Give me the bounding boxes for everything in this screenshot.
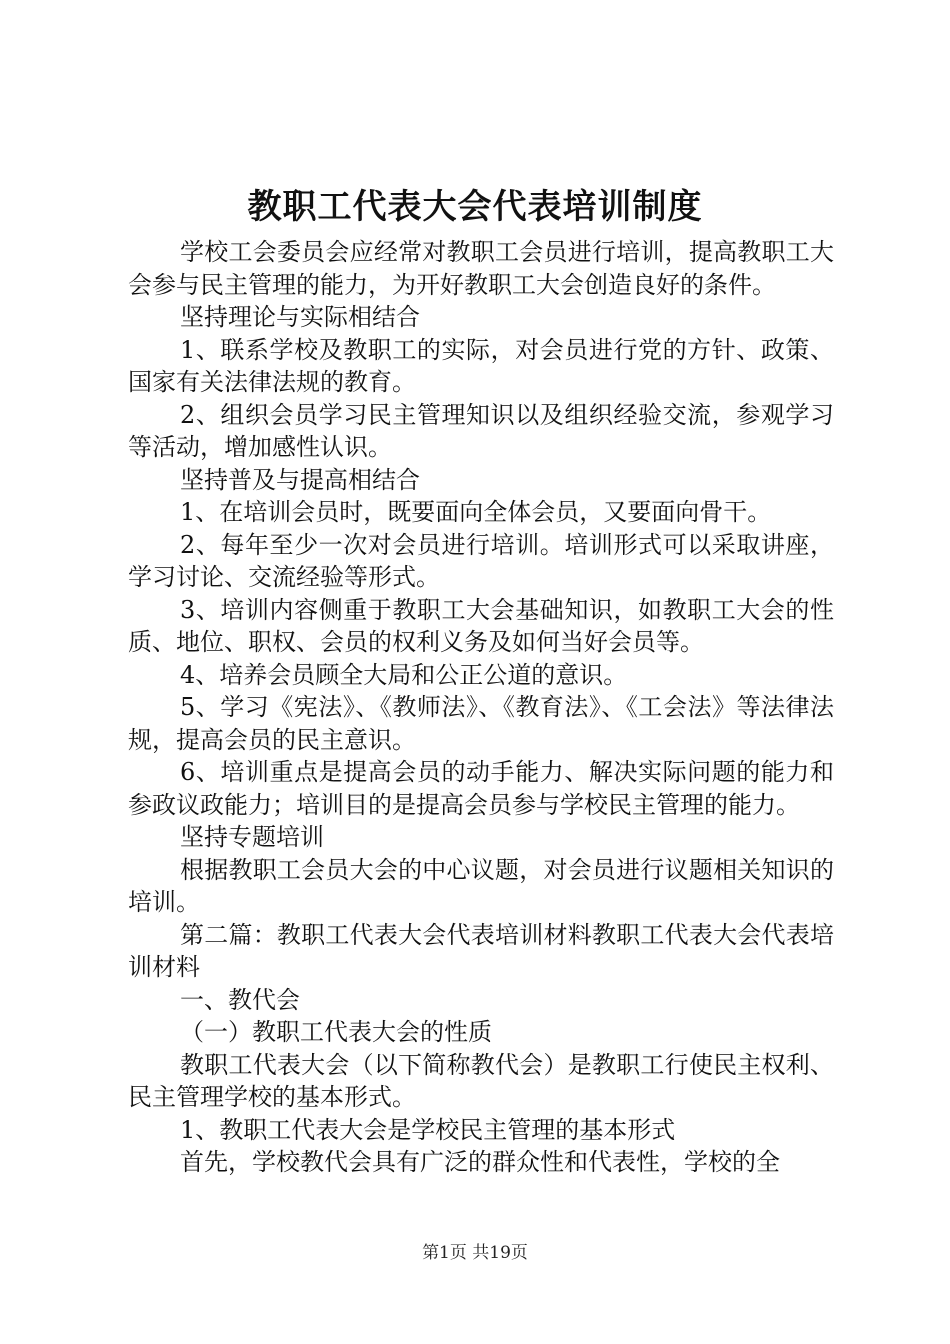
paragraph: 4、培养会员顾全大局和公正公道的意识。: [180, 660, 628, 689]
page-footer: 第1页 共19页: [422, 1243, 528, 1263]
paragraph: 学校工会委员会应经常对教职工会员进行培训，提高教职工大会参与民主管理的能力，为开好教职工大会创造良好的条件。: [128, 238, 834, 299]
paragraph: 第二篇：教职工代表大会代表培训材料教职工代表大会代表培训材料: [128, 920, 834, 981]
paragraph: 1、在培训会员时，既要面向全体会员，又要面向骨干。: [180, 498, 772, 526]
paragraph: 2、组织会员学习民主管理知识以及组织经验交流，参观学习等活动，增加感性认识。: [128, 400, 834, 461]
paragraph: 5、学习《宪法》、《教师法》、《教育法》、《工会法》等法律法规，提高会员的民主意识。: [128, 693, 834, 754]
section-heading: （一）教职工代表大会的性质: [180, 1018, 492, 1046]
paragraph: 2、每年至少一次对会员进行培训。培训形式可以采取讲座，学习讨论、交流经验等形式。: [128, 530, 834, 591]
paragraph: 1、联系学校及教职工的实际，对会员进行党的方针、政策、国家有关法律法规的教育。: [128, 335, 834, 396]
section-heading: 一、教代会: [180, 985, 300, 1014]
document-title: 教职工代表大会代表培训制度: [247, 187, 703, 227]
paragraph: 1、教职工代表大会是学校民主管理的基本形式: [180, 1115, 676, 1144]
section-heading: 坚持专题培训: [180, 823, 324, 851]
paragraph: 首先，学校教代会具有广泛的群众性和代表性，学校的全: [180, 1148, 780, 1176]
document-body: [128, 236, 834, 1179]
paragraph: 3、培训内容侧重于教职工大会基础知识，如教职工大会的性质、地位、职权、会员的权利义务及如何当好会员等。: [128, 595, 834, 656]
section-heading: 坚持理论与实际相结合: [180, 303, 420, 331]
paragraph: 根据教职工会员大会的中心议题，对会员进行议题相关知识的培训。: [128, 855, 834, 916]
section-heading: 坚持普及与提高相结合: [180, 465, 420, 494]
paragraph: 6、培训重点是提高会员的动手能力、解决实际问题的能力和参政议政能力；培训目的是提高会员参与学校民主管理的能力。: [128, 758, 834, 819]
paragraph: 教职工代表大会（以下简称教代会）是教职工行使民主权利、民主管理学校的基本形式。: [128, 1050, 834, 1111]
